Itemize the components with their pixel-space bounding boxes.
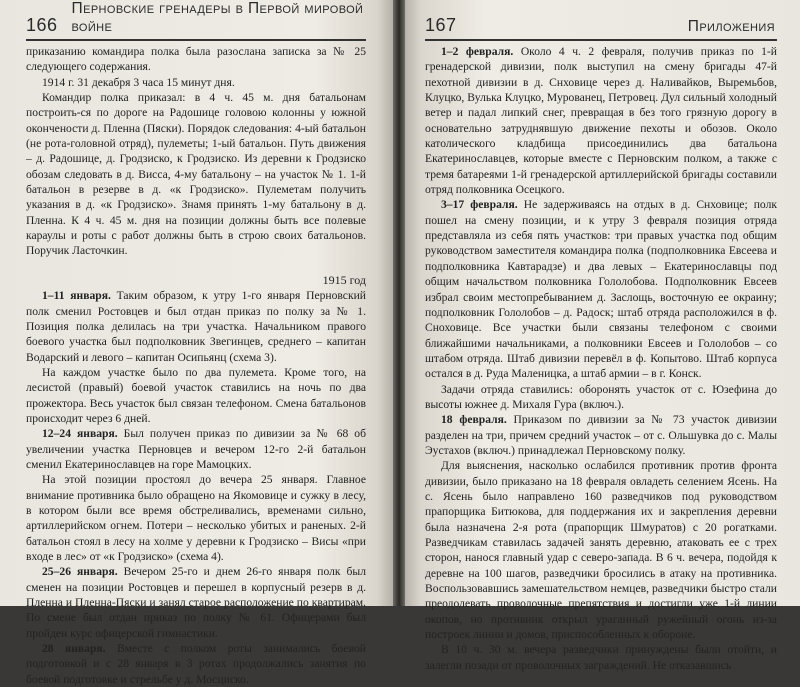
entry-date: 28 января. <box>42 642 106 656</box>
diary-entry <box>425 197 777 381</box>
entry-date: 18 февраля. <box>441 413 507 427</box>
running-title: Приложения <box>687 18 775 35</box>
paragraph: приказанию командира полка была разослана записка за № 25 следующего содержания. <box>26 45 366 74</box>
book-spine <box>393 0 405 606</box>
diary-entry <box>26 288 366 365</box>
diary-entry <box>26 564 366 641</box>
diary-entry <box>425 642 777 673</box>
diary-entry <box>425 382 777 413</box>
entry-date: 1–11 января. <box>42 289 111 303</box>
diary-entry <box>26 426 366 472</box>
entry-text: Около 4 ч. 2 февраля, получив приказ по 1-й гренадерской дивизии, полк выступил на смену бригады 47-й пехотной дивизии в д. Снховице через д. Наливайков, Выремьбов, Клуцко, Вулька Клуцко, Мурованец, Петровец. Дул сильный холодный ветер и падал липкий снег, превращая в без того грязную дорогу в основательно затруднявшую движение пехоты и обозов. Около католического кладбища присоединились два батальона Екатеринославцев, которые вместе с Перновским полком, а также с тремя батареями 1-й гренадерской артиллерийской бригады составили отряд полковника Осецкого. <box>425 45 777 197</box>
right-page-header <box>425 14 775 36</box>
diary-entry <box>26 365 366 426</box>
running-title: Перновские гренадеры в Первой мировой войне <box>71 0 364 35</box>
diary-entry <box>425 412 777 458</box>
entry-date: 1–2 февраля. <box>441 45 514 58</box>
paragraph: Командир полка приказал: в 4 ч. 45 м. дня батальонам построить-ся по дороге на Радошице головою колонны у южной окончености д. Пленна (Пяски). Порядок следования: 4-ый батальон (не рота-головной отряд), пулеметы; 1-ый батальон. Путь движения – д. Радошице, д. Гродзиско, к Гродзиско. Из деревни к Гродзиско обозам следовать в д. Висса, 4-му батальону – на участок № 1. 1-й батальон в резерве в д. «к Гродзиско». Пулеметам получить указания в д. «к Гродзиско». Знамя принять 1-му батальону в д. Пленна. К 4 ч. 45 м. дня на позиции должны быть все полевые караулы и роты с работ должны быть в строю своих батальонов. Поручик Ласточкин. <box>26 91 366 258</box>
right-page-body <box>425 44 777 673</box>
header-rule <box>425 39 777 41</box>
diary-entry <box>26 472 366 564</box>
right-page <box>405 0 800 672</box>
paragraph: 1914 г. 31 декабря 3 часа 15 минут дня. <box>42 75 235 89</box>
page-number: 167 <box>425 15 457 35</box>
year-heading: 1915 год <box>322 272 366 287</box>
entry-text: В 10 ч. 30 м. вечера разведчики принуждены были отойти, и залегли позади от проволочных заграждений. Не отказавшись <box>425 643 777 672</box>
left-page <box>0 0 393 686</box>
entry-text: Был получен приказ по дивизии за № 68 об увеличении участка Перновцев и вечером 12-го 2-й батальон сменил Екатеринославцев на горе Мамоцких. <box>26 427 367 471</box>
entry-text: Вместе с полком роты занимались боевой подготовкой и с 28 января в 3 ротах продолжались занятия по боевой подготовке и стрельбе у д. Мосциско. <box>26 642 366 686</box>
left-page-body <box>26 44 366 687</box>
entry-date: 3–17 февраля. <box>441 198 518 212</box>
entry-date: 12–24 января. <box>42 427 118 441</box>
diary-entry <box>425 44 777 197</box>
diary-entry <box>26 641 366 687</box>
entry-text: Для выяснения, насколько ослабился противник против фронта дивизии, было приказано на 18 февраля овладеть селением Ясень. На с. Ясень было направлено 160 разведчиков под руководством прапорщика Битюкова, для поддержания их и закрепления деревни была назначена 2-я рота (прапорщик Шмуратов) с 20 рогатками. Разведчикам ставилась задачей занять деревню, атаковать ее с трех сторон, нанося главный удар с северо-запада. В 6 ч. вечера, подойдя к деревне на 100 шагов, разведчики бросились в атаку на противника. Воспользовавшись замешательством немцев, разведчики быстро стали преодолевать проволочные препятствия и достигли уже 1-й линии окопов, но противник открыл ураганный ружейный огонь из-за построек линии и домов, приспособленных к обороне. <box>425 459 777 642</box>
diary-entry <box>425 458 777 642</box>
entry-text: Вечером 25-го и днем 26-го января полк был сменен на позиции Ростовцев и перешел в корпусный резерв в д. Пленна и Пленна-Пяски и занял старое расположение по квартирам. По смене был отдан приказ по полку № 61. Офицерами был пройден курс офицерской гимнастики. <box>26 565 366 640</box>
entry-text: Не задерживаясь на отдых в д. Снховице; полк пошел на смену позиции, и к утру 3 февраля позиция отряда представляла из себя пять участков: три правых участка под общим руководством заместителя командира полка (подполковника Евсеева и подполковника Кавтарадзе) и два левых – Екатеринославцы под общим начальством полковника Гололобова. Подполковник Евсеев избрал своим местопребыванием д. Заслощь, восточную ее окраину; подполковник Гололобов – д. Радоск; штаб отряда расположился в ф. Сноховице. Все участки были связаны телефоном с своими ближайшими начальниками, а полковники Евсеев и Гололобов – со штабом отряда. Штаб дивизии перевёл в ф. Копытово. Штаб корпуса остался в д. Руда Маленицка, а штаб армии – в г. Конск. <box>425 198 777 381</box>
header-rule <box>26 39 366 41</box>
entry-text: Задачи отряда ставились: оборонять участок от с. Юзефина до высоты южнее д. Михаля Гура (включ.). <box>425 382 777 411</box>
entry-text: На каждом участке было по два пулемета. Кроме того, на лесистой (правый) боевой участок ставились на ночь по два прожектора. Весь участок был связан телефоном. Смена батальонов происходит через 6 дней. <box>26 365 366 425</box>
entry-text: Приказом по дивизии за № 73 участок дивизии разделен на три, причем средний участок – от с. Ольшувка до с. Малы Эустахов (включ.) принадлежал Перновскому полку. <box>425 413 777 457</box>
page-number: 166 <box>26 15 58 35</box>
left-page-header <box>26 0 366 36</box>
entry-text: На этой позиции простоял до вечера 25 января. Главное внимание противника было обращено на Якомовице и сужку в лесу, в котором были все время обстреливались, временами сильно, артиллерийском огнем. Потери – несколько убитых и раненых. 2-й батальон стоял в лесу на холме у деревни к Гродзиско – Висы «при входе в лес» от «к Гродзиско» (схема 4). <box>26 473 366 563</box>
entry-date: 25–26 января. <box>42 565 118 579</box>
entry-text: Таким образом, к утру 1-го января Перновский полк сменил Ростовцев и был отдан приказ по полку за № 1. Позиция полка делилась на три участка. Начальником правого боевого участка был подполковник Звегинцев, среднего – капитан Водарский и левого – капитан Осипьянц (схема 3). <box>26 289 366 364</box>
